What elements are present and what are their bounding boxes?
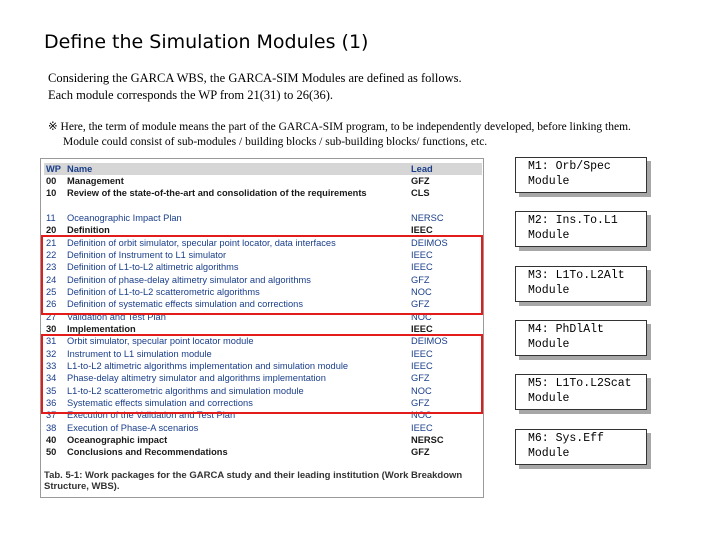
module-label: M3: L1To.L2Alt [528, 269, 625, 282]
cell-wp: 33 [46, 360, 57, 371]
cell-wp: 00 [46, 176, 57, 187]
note-line-1: ※ Here, the term of module means the part of the GARCA-SIM program, to be independently developed, before linking them. [48, 121, 631, 133]
cell-name: Phase-delay altimetry simulator and algorithms implementation [67, 373, 326, 384]
cell-lead: GFZ [411, 299, 430, 310]
cell-wp: 50 [46, 447, 57, 458]
cell-name: Implementation [67, 323, 136, 334]
cell-lead: NOC [411, 286, 432, 297]
cell-lead: IEEC [411, 249, 433, 260]
cell-lead: IEEC [411, 348, 433, 359]
cell-name: Execution of Phase-A scenarios [67, 422, 199, 433]
cell-wp: 37 [46, 410, 57, 421]
cell-name: Oceanographic Impact Plan [67, 212, 182, 223]
cell-name: Definition of phase-delay altimetry simulator and algorithms [67, 274, 311, 285]
module-label: M6: Sys.Eff [528, 432, 604, 445]
table-caption: Tab. 5-1: Work packages for the GARCA study and their leading institution (Work Breakdown Structure, WBS). [44, 470, 463, 492]
module-box-m1 [515, 157, 647, 193]
module-label: M2: Ins.To.L1 [528, 214, 618, 227]
cell-name: L1-to-L2 altimetric algorithms implementation and simulation module [67, 360, 349, 371]
cell-name: Systematic effects simulation and corrections [67, 398, 253, 409]
module-box-m2 [515, 211, 647, 247]
cell-lead: NOC [411, 410, 432, 421]
definition-highlight-box [41, 235, 483, 315]
cell-name: Definition of L1-to-L2 scatterometric algorithms [67, 286, 260, 297]
cell-lead: NERSC [411, 435, 444, 446]
cell-lead: NERSC [411, 212, 444, 223]
cell-lead: IEEC [411, 360, 433, 371]
cell-name: Definition [67, 225, 110, 236]
module-box-m5 [515, 374, 647, 410]
module-box-m4 [515, 320, 647, 356]
cell-lead: DEIMOS [411, 336, 448, 347]
cell-lead: NOC [411, 311, 432, 322]
cell-lead: GFZ [411, 176, 430, 187]
table-row [44, 188, 482, 213]
cell-wp: 31 [46, 336, 57, 347]
header-name: Name [67, 163, 93, 174]
module-sublabel: Module [528, 228, 570, 242]
cell-lead: IEEC [411, 323, 433, 334]
intro-line-2: Each module corresponds the WP from 21(31) to 26(36). [48, 88, 334, 102]
module-sublabel: Module [528, 174, 570, 188]
cell-name: Instrument to L1 simulation module [67, 348, 212, 359]
cell-name: Orbit simulator, specular point locator module [67, 336, 254, 347]
cell-lead: GFZ [411, 447, 430, 458]
cell-wp: 20 [46, 225, 57, 236]
cell-wp: 27 [46, 311, 57, 322]
module-box-m3 [515, 266, 647, 302]
table-row [44, 212, 482, 224]
cell-name: Management [67, 176, 124, 187]
cell-lead: IEEC [411, 262, 433, 273]
cell-wp: 24 [46, 274, 57, 285]
table-row [44, 422, 482, 434]
table-header-row [44, 163, 482, 175]
module-sublabel: Module [528, 391, 570, 405]
header-wp: WP [46, 163, 61, 174]
cell-name: Validation and Test Plan [67, 311, 166, 322]
cell-name: L1-to-L2 scatterometric algorithms and simulation module [67, 385, 304, 396]
cell-wp: 22 [46, 249, 57, 260]
cell-lead: GFZ [411, 398, 430, 409]
cell-lead: CLS [411, 187, 430, 198]
header-lead: Lead [411, 163, 433, 174]
cell-wp: 35 [46, 385, 57, 396]
cell-name: Oceanographic impact [67, 435, 168, 446]
intro-text [48, 70, 462, 104]
cell-wp: 34 [46, 373, 57, 384]
cell-lead: IEEC [411, 225, 433, 236]
table-row [44, 447, 482, 459]
note-text [48, 120, 631, 150]
cell-wp: 36 [46, 398, 57, 409]
table-row [44, 434, 482, 446]
table-body [44, 175, 482, 459]
note-line-2: Module could consist of sub-modules / building blocks / sub-building blocks/ functions, etc. [63, 136, 488, 148]
cell-lead: DEIMOS [411, 237, 448, 248]
cell-name: Execution of the Validation and Test Plan [67, 410, 236, 421]
cell-wp: 10 [46, 187, 57, 198]
page-title: Define the Simulation Modules (1) [44, 31, 369, 53]
cell-name: Definition of Instrument to L1 simulator [67, 249, 227, 260]
cell-name: Conclusions and Recommendations [67, 447, 228, 458]
table-row [44, 175, 482, 187]
cell-lead: IEEC [411, 422, 433, 433]
cell-wp: 32 [46, 348, 57, 359]
cell-lead: NOC [411, 385, 432, 396]
cell-wp: 40 [46, 435, 57, 446]
implementation-highlight-box [41, 334, 483, 414]
cell-name: Definition of orbit simulator, specular point locator, data interfaces [67, 237, 336, 248]
module-label: M1: Orb/Spec [528, 160, 611, 173]
cell-lead: GFZ [411, 373, 430, 384]
cell-name: Definition of L1-to-L2 altimetric algorithms [67, 262, 239, 273]
cell-name: Review of the state-of-the-art and consolidation of the requirements [67, 187, 367, 198]
wbs-figure [40, 158, 484, 498]
module-sublabel: Module [528, 446, 570, 460]
cell-wp: 23 [46, 262, 57, 273]
cell-wp: 38 [46, 422, 57, 433]
cell-wp: 25 [46, 286, 57, 297]
cell-name: Definition of systematic effects simulation and corrections [67, 299, 303, 310]
module-label: M5: L1To.L2Scat [528, 377, 632, 390]
cell-wp: 21 [46, 237, 57, 248]
module-label: M4: PhDlAlt [528, 323, 604, 336]
intro-line-1: Considering the GARCA WBS, the GARCA-SIM Modules are defined as follows. [48, 71, 462, 85]
cell-lead: GFZ [411, 274, 430, 285]
module-sublabel: Module [528, 283, 570, 297]
module-box-m6 [515, 429, 647, 465]
cell-wp: 11 [46, 212, 56, 223]
cell-wp: 30 [46, 323, 57, 334]
module-sublabel: Module [528, 337, 570, 351]
cell-wp: 26 [46, 299, 57, 310]
